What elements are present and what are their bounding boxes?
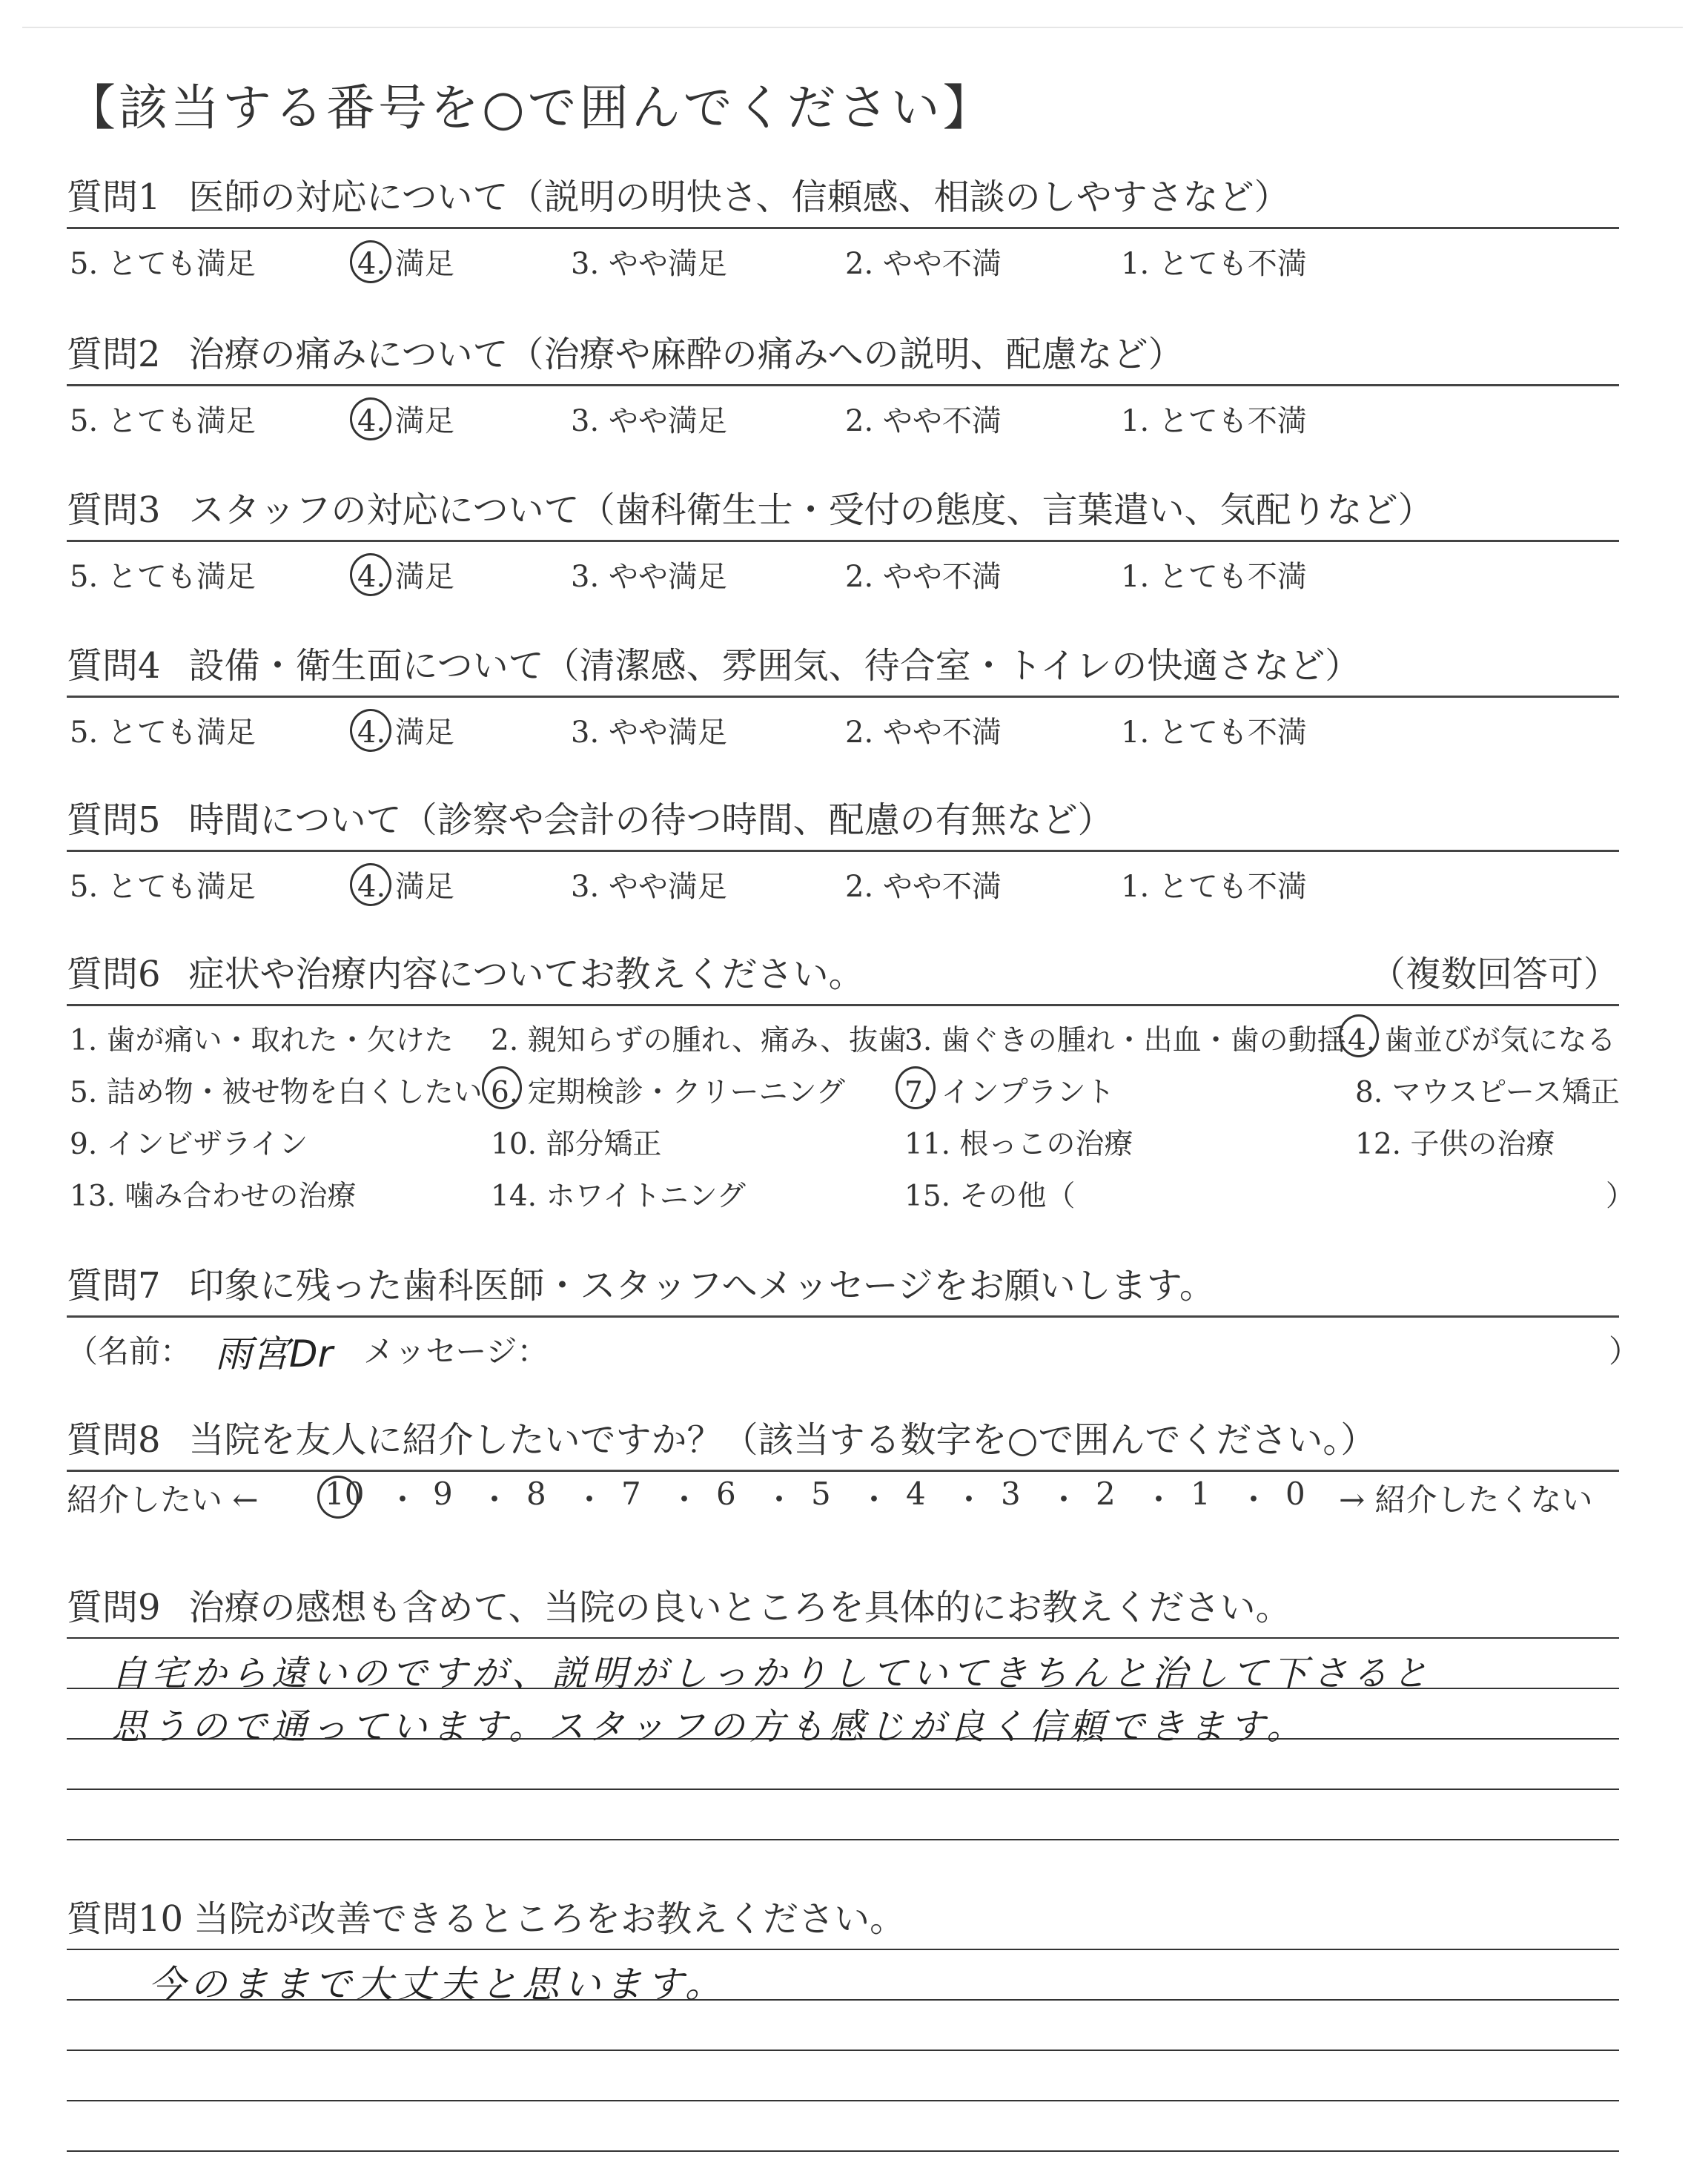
scale-dot: ・: [479, 1482, 511, 1518]
scale-dot: ・: [669, 1482, 701, 1518]
option-4-selected[interactable]: 4. 満足: [357, 240, 454, 283]
question-5: [67, 798, 1623, 904]
option-5[interactable]: 5. とても満足: [70, 716, 256, 750]
scale-10-selected[interactable]: 10: [325, 1476, 365, 1512]
scale-1[interactable]: 1: [1191, 1476, 1211, 1512]
option-5[interactable]: 5. とても満足: [70, 247, 256, 281]
scale-2[interactable]: 2: [1096, 1476, 1116, 1512]
option-1[interactable]: 1. とても不満: [1121, 247, 1307, 281]
option-2[interactable]: 2. やや不満: [845, 404, 1002, 438]
scale-left-label: 紹介したい ←: [67, 1482, 259, 1518]
option-2[interactable]: 2. やや不満: [845, 870, 1002, 904]
option-2[interactable]: 2. やや不満: [845, 247, 1002, 281]
symptom-5[interactable]: 5. 詰め物・被せ物を白くしたい: [70, 1076, 483, 1109]
option-3[interactable]: 3. やや満足: [571, 247, 727, 281]
question-rule: [67, 1315, 1619, 1318]
answer-line: [67, 1637, 1619, 1639]
scale-0[interactable]: 0: [1285, 1476, 1305, 1512]
symptom-3[interactable]: 3. 歯ぐきの腫れ・出血・歯の動揺: [904, 1024, 1346, 1057]
rating-options: [70, 553, 1307, 595]
symptom-14[interactable]: 14. ホワイトニング: [491, 1180, 746, 1213]
question-rule: [67, 540, 1619, 542]
question-6: [67, 952, 1623, 997]
symptom-9[interactable]: 9. インビザライン: [70, 1128, 308, 1161]
scale-right-label: → 紹介したくない: [1339, 1482, 1593, 1518]
scale-5[interactable]: 5: [811, 1476, 831, 1512]
scale-dot: ・: [953, 1482, 985, 1518]
other-close-paren: ）: [1606, 1180, 1635, 1213]
question-rule: [67, 1004, 1619, 1006]
scale-dot: ・: [764, 1482, 795, 1518]
name-label: （名前：: [67, 1333, 192, 1370]
question-text: 当院を友人に紹介したいですか？（該当する数字を○で囲んでください。）: [188, 1419, 1377, 1461]
question-number: 質問10: [67, 1898, 184, 1940]
q10-answer-line-1[interactable]: 今のままで大丈夫と思います。: [148, 1963, 726, 2006]
top-edge: [22, 27, 1683, 28]
answer-line: [67, 1949, 1619, 1950]
question-number: 質問9: [67, 1587, 161, 1628]
question-number: 質問4: [67, 645, 161, 687]
scale-3[interactable]: 3: [1001, 1476, 1021, 1512]
scale-dot: ・: [858, 1482, 890, 1518]
question-number: 質問6: [67, 954, 161, 995]
question-text: スタッフの対応について（歯科衛生士・受付の態度、言葉遣い、気配りなど）: [188, 489, 1434, 531]
scale-7[interactable]: 7: [621, 1476, 641, 1512]
question-text: 治療の痛みについて（治療や麻酔の痛みへの説明、配慮など）: [188, 334, 1184, 375]
option-1[interactable]: 1. とても不満: [1121, 560, 1307, 594]
symptom-13[interactable]: 13. 噛み合わせの治療: [70, 1180, 357, 1213]
option-3[interactable]: 3. やや満足: [571, 716, 727, 750]
scale-8[interactable]: 8: [526, 1476, 546, 1512]
symptom-4-selected[interactable]: 4. 歯並びが気になる: [1348, 1017, 1616, 1059]
question-4: [67, 644, 1623, 750]
scale-9[interactable]: 9: [433, 1476, 453, 1512]
question-number: 質問3: [67, 489, 161, 531]
question-number: 質問5: [67, 799, 161, 841]
question-8: [67, 1418, 1623, 1462]
message-close-paren: ）: [1609, 1333, 1641, 1370]
option-1[interactable]: 1. とても不満: [1121, 404, 1307, 438]
q9-answer-line-2[interactable]: 思うので通っています。スタッフの方も感じが良く信頼できます。: [111, 1706, 1307, 1748]
symptom-12[interactable]: 12. 子供の治療: [1355, 1128, 1555, 1161]
scale-6[interactable]: 6: [716, 1476, 736, 1512]
answer-line: [67, 2050, 1619, 2051]
q9-answer-line-1[interactable]: 自宅から遠いのですが、説明がしっかりしていてきちんと治して下さると: [111, 1653, 1433, 1694]
question-text: 印象に残った歯科医師・スタッフへメッセージをお願いします。: [188, 1265, 1215, 1307]
symptom-6-selected[interactable]: 6. 定期検診・クリーニング: [491, 1069, 845, 1111]
question-number: 質問1: [67, 176, 161, 218]
option-4-selected[interactable]: 4. 満足: [357, 553, 454, 595]
scale-4[interactable]: 4: [906, 1476, 926, 1512]
question-rule: [67, 384, 1619, 386]
question-1: [67, 175, 1623, 281]
option-5[interactable]: 5. とても満足: [70, 560, 256, 594]
option-1[interactable]: 1. とても不満: [1121, 870, 1307, 904]
question-rule: [67, 1470, 1619, 1472]
question-text: 時間について（診察や会計の待つ時間、配慮の有無など）: [188, 799, 1113, 841]
page-title: 【該当する番号を○で囲んでください】: [67, 79, 995, 136]
option-2[interactable]: 2. やや不満: [845, 716, 1002, 750]
symptom-15-other[interactable]: 15. その他（: [904, 1180, 1076, 1213]
option-5[interactable]: 5. とても満足: [70, 404, 256, 438]
option-3[interactable]: 3. やや満足: [571, 404, 727, 438]
option-4-selected[interactable]: 4. 満足: [357, 397, 454, 440]
scale-dot: ・: [1143, 1482, 1175, 1518]
scale-dot: ・: [1048, 1482, 1080, 1518]
option-4-selected[interactable]: 4. 満足: [357, 709, 454, 751]
symptom-11[interactable]: 11. 根っこの治療: [904, 1128, 1133, 1161]
rating-options: [70, 709, 1307, 751]
option-2[interactable]: 2. やや不満: [845, 560, 1002, 594]
question-9: [67, 1585, 1623, 1630]
question-rule: [67, 696, 1619, 698]
answer-line: [67, 1839, 1619, 1840]
question-text: 治療の感想も含めて、当院の良いところを具体的にお教えください。: [188, 1587, 1291, 1628]
option-4-selected[interactable]: 4. 満足: [357, 863, 454, 905]
option-5[interactable]: 5. とても満足: [70, 870, 256, 904]
scale-dot: ・: [1238, 1482, 1270, 1518]
question-7: [67, 1264, 1641, 1375]
symptom-7-selected[interactable]: 7. インプラント: [904, 1069, 1115, 1111]
question-number: 質問7: [67, 1265, 161, 1307]
question-text: 医師の対応について（説明の明快さ、信頼感、相談のしやすさなど）: [188, 176, 1290, 218]
scale-dot: ・: [574, 1482, 606, 1518]
question-number: 質問8: [67, 1419, 161, 1461]
question-number: 質問2: [67, 334, 161, 375]
answer-line: [67, 2100, 1619, 2101]
answer-line: [67, 2150, 1619, 2152]
symptom-2[interactable]: 2. 親知らずの腫れ、痛み、抜歯: [491, 1024, 907, 1057]
symptom-1[interactable]: 1. 歯が痛い・取れた・欠けた: [70, 1024, 454, 1057]
option-3[interactable]: 3. やや満足: [571, 560, 727, 594]
rating-options: [70, 397, 1307, 440]
question-2: [67, 332, 1623, 438]
answer-line: [67, 1789, 1619, 1790]
symptom-8[interactable]: 8. マウスピース矯正: [1355, 1076, 1620, 1109]
question-text: 症状や治療内容についてお教えください。: [188, 954, 864, 995]
rating-options: [70, 863, 1307, 905]
multi-answer-note: （複数回答可）: [1369, 954, 1619, 995]
message-label: メッセージ：: [363, 1333, 549, 1370]
scale-dot: ・: [387, 1482, 419, 1518]
option-3[interactable]: 3. やや満足: [571, 870, 727, 904]
name-value[interactable]: 雨宮Dr: [215, 1332, 334, 1375]
question-10: [67, 1897, 1623, 1941]
question-text: 設備・衛生面について（清潔感、雰囲気、待合室・トイレの快適さなど）: [188, 645, 1361, 687]
symptom-10[interactable]: 10. 部分矯正: [491, 1128, 662, 1161]
question-rule: [67, 227, 1619, 229]
option-1[interactable]: 1. とても不満: [1121, 716, 1307, 750]
question-text: 当院が改善できるところをお教えください。: [193, 1898, 906, 1940]
rating-options: [70, 240, 1307, 283]
question-rule: [67, 850, 1619, 852]
question-3: [67, 488, 1623, 594]
